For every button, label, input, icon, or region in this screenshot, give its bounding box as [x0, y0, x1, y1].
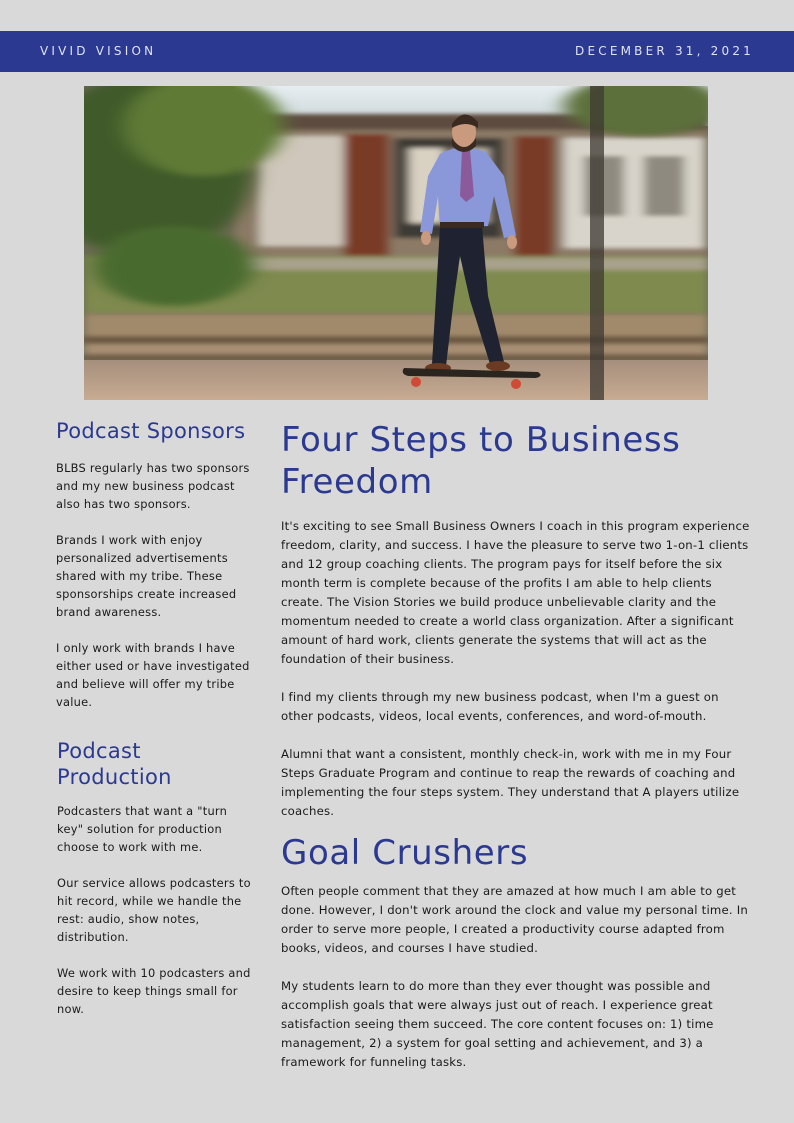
- four-steps-paragraph: I find my clients through my new business podcast, when I'm a guest on other podcasts, videos, local events, conferences, and word-of-mouth.: [281, 690, 719, 723]
- section-goal-crushers: [281, 832, 751, 1091]
- section-four-steps: [281, 419, 751, 840]
- header-bar: [0, 31, 794, 72]
- four-steps-paragraph: It's exciting to see Small Business Owners I coach in this program experience freedom, clarity, and success. I have the pleasure to serve two 1-on-1 clients and 12 group coaching clients. The program pays for itself before the six month term is complete because of the profits I am able to help clients create. The Vision Stories we build produce unbelievable clarity and the momentum needed to create a world class organization. After a significant amount of hard work, clients generate the systems that will act as the foundation of their business.: [281, 519, 750, 666]
- goal-crushers-paragraph: Often people comment that they are amazed at how much I am able to get done. However, I don't work around the clock and value my personal time. In order to serve more people, I created a productivity course adapted from books, videos, and courses I have studied.: [281, 884, 748, 955]
- sponsors-heading: Podcast Sponsors: [56, 419, 246, 443]
- production-paragraph: Podcasters that want a "turn key" solution for production choose to work with me.: [57, 804, 228, 854]
- production-paragraph: Our service allows podcasters to hit record, while we handle the rest: audio, show notes, distribution.: [57, 876, 251, 944]
- production-heading: Podcast Production: [57, 739, 172, 789]
- skateboarder-photo-icon: [84, 86, 708, 400]
- brand-name: VIVID VISION: [40, 44, 157, 58]
- sponsors-paragraph: BLBS regularly has two sponsors and my new business podcast also has two sponsors.: [56, 461, 250, 511]
- sidebar-production: [57, 738, 253, 1036]
- goal-crushers-heading: Goal Crushers: [281, 833, 529, 873]
- sidebar-sponsors: [56, 418, 252, 729]
- production-paragraph: We work with 10 podcasters and desire to keep things small for now.: [57, 966, 251, 1016]
- four-steps-heading: Four Steps to Business Freedom: [281, 420, 681, 502]
- goal-crushers-paragraph: My students learn to do more than they ever thought was possible and accomplish goals that were always just out of reach. I experience great satisfaction seeing them succeed. The core content focuses on: 1) time management, 2) a system for goal setting and achievement, and 3) a framework for funneling tasks.: [281, 979, 714, 1069]
- hero-image: [84, 86, 708, 400]
- sponsors-paragraph: I only work with brands I have either used or have investigated and believe will offer my tribe value.: [56, 641, 250, 709]
- header-date: DECEMBER 31, 2021: [575, 44, 754, 58]
- four-steps-paragraph: Alumni that want a consistent, monthly check-in, work with me in my Four Steps Graduate Program and continue to reap the rewards of coaching and implementing the four steps system. They understand that A players utilize coaches.: [281, 747, 740, 818]
- sponsors-paragraph: Brands I work with enjoy personalized advertisements shared with my tribe. These sponsorships create increased brand awareness.: [56, 533, 237, 619]
